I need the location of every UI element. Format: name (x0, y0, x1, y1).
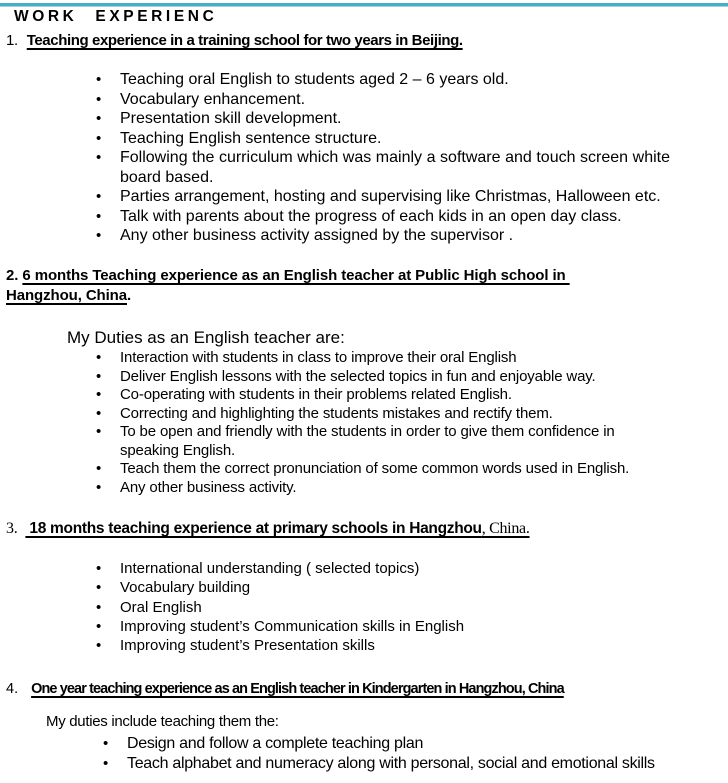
bullet-icon: • (96, 71, 102, 88)
list-item: • Correcting and highlighting the students mistakes and rectify them. (96, 404, 553, 422)
experience-1-heading (6, 31, 463, 51)
bullet-icon: • (96, 367, 102, 385)
experience-3-heading (6, 519, 530, 539)
list-item: • Presentation skill development. (96, 110, 342, 127)
bullet-icon: • (96, 386, 102, 403)
bullet-icon: • (96, 560, 102, 577)
experience-title: 18 months teaching experience at primary schools in Hangzhou (25, 520, 482, 537)
experience-title-line2: Hangzhou, China (6, 287, 127, 304)
bullet-icon: • (103, 735, 108, 752)
list-item: • Interaction with students in class to improve their oral English (96, 349, 517, 366)
bullet-icon: • (96, 637, 102, 655)
section-title: WORK EXPERIENC (14, 8, 218, 25)
experience-3-list (96, 559, 516, 655)
list-item: • Improving student’s Presentation skills (96, 637, 375, 655)
list-item: • Following the curriculum which was mainly a software and touch screen white board based. (96, 149, 670, 186)
bullet-icon: • (96, 404, 102, 422)
experience-title-tail: , China. (481, 520, 530, 537)
bullet-icon: • (96, 207, 102, 225)
bullet-icon: • (96, 617, 102, 635)
list-item: • Any other business activity. (96, 478, 297, 496)
bullet-icon: • (96, 478, 102, 496)
bullet-icon: • (96, 129, 102, 147)
list-item: • Co-operating with students in their problems related English. (96, 386, 512, 403)
bullet-icon: • (96, 423, 102, 440)
experience-title-line1: 6 months Teaching experience as an English teacher at Public High school in (22, 267, 570, 284)
experience-2-list (96, 349, 666, 497)
list-item: • Any other business activity assigned by the supervisor . (96, 227, 514, 244)
list-item: • Vocabulary enhancement. (96, 90, 306, 108)
experience-4-heading (6, 679, 564, 699)
list-item: • To be open and friendly with the students in order to give them confidence in speaking English. (96, 423, 615, 459)
experience-number: 2. (6, 267, 19, 284)
list-item: • International understanding ( selected topics) (96, 560, 420, 577)
experience-title: One year teaching experience as an English teacher in Kindergarten in Hangzhou, China (31, 681, 564, 697)
bullet-icon: • (96, 110, 102, 127)
experience-2-heading: 2. 6 months Teaching experience as an English teacher at Public High school in Hangzhou, China. (6, 267, 570, 304)
bullet-icon: • (96, 349, 102, 366)
bullet-icon: • (96, 188, 102, 205)
list-item: • Vocabulary building (96, 579, 251, 597)
list-item: • Improving student’s Communication skills in English (96, 617, 465, 635)
list-item: • Parties arrangement, hosting and supervising like Christmas, Halloween etc. (96, 188, 661, 205)
experience-number: 4. (6, 681, 19, 697)
experience-number: 3. (6, 520, 18, 537)
duties-intro: My duties include teaching them the: (46, 713, 279, 730)
experience-title: Teaching experience in a training school for two years in Beijing. (26, 32, 463, 49)
bullet-icon: • (96, 598, 102, 616)
duties-intro: My Duties as an English teacher are: (67, 328, 345, 347)
list-item: • Design and follow a complete teaching plan (103, 735, 424, 752)
top-rule (0, 3, 728, 7)
bullet-icon: • (96, 227, 102, 244)
list-item: • Talk with parents about the progress of each kids in an open day class. (96, 207, 622, 225)
bullet-icon: • (96, 149, 102, 166)
list-item: • Teaching English sentence structure. (96, 129, 382, 147)
list-item: • Oral English (96, 598, 202, 616)
list-item: • Teaching oral English to students aged 2 – 6 years old. (96, 71, 509, 88)
bullet-icon: • (96, 90, 102, 108)
bullet-icon: • (96, 579, 102, 597)
bullet-icon: • (96, 460, 102, 477)
list-item: • Teach them the correct pronunciation of some common words used in English. (96, 460, 630, 477)
bullet-icon: • (103, 755, 108, 772)
list-item: • Deliver English lessons with the selected topics in fun and enjoyable way. (96, 367, 596, 385)
experience-1-list (96, 70, 696, 246)
experience-4-list (103, 734, 723, 774)
experience-number: 1. (6, 32, 18, 49)
list-item: • Teach alphabet and numeracy along with personal, social and emotional skills (103, 755, 655, 772)
